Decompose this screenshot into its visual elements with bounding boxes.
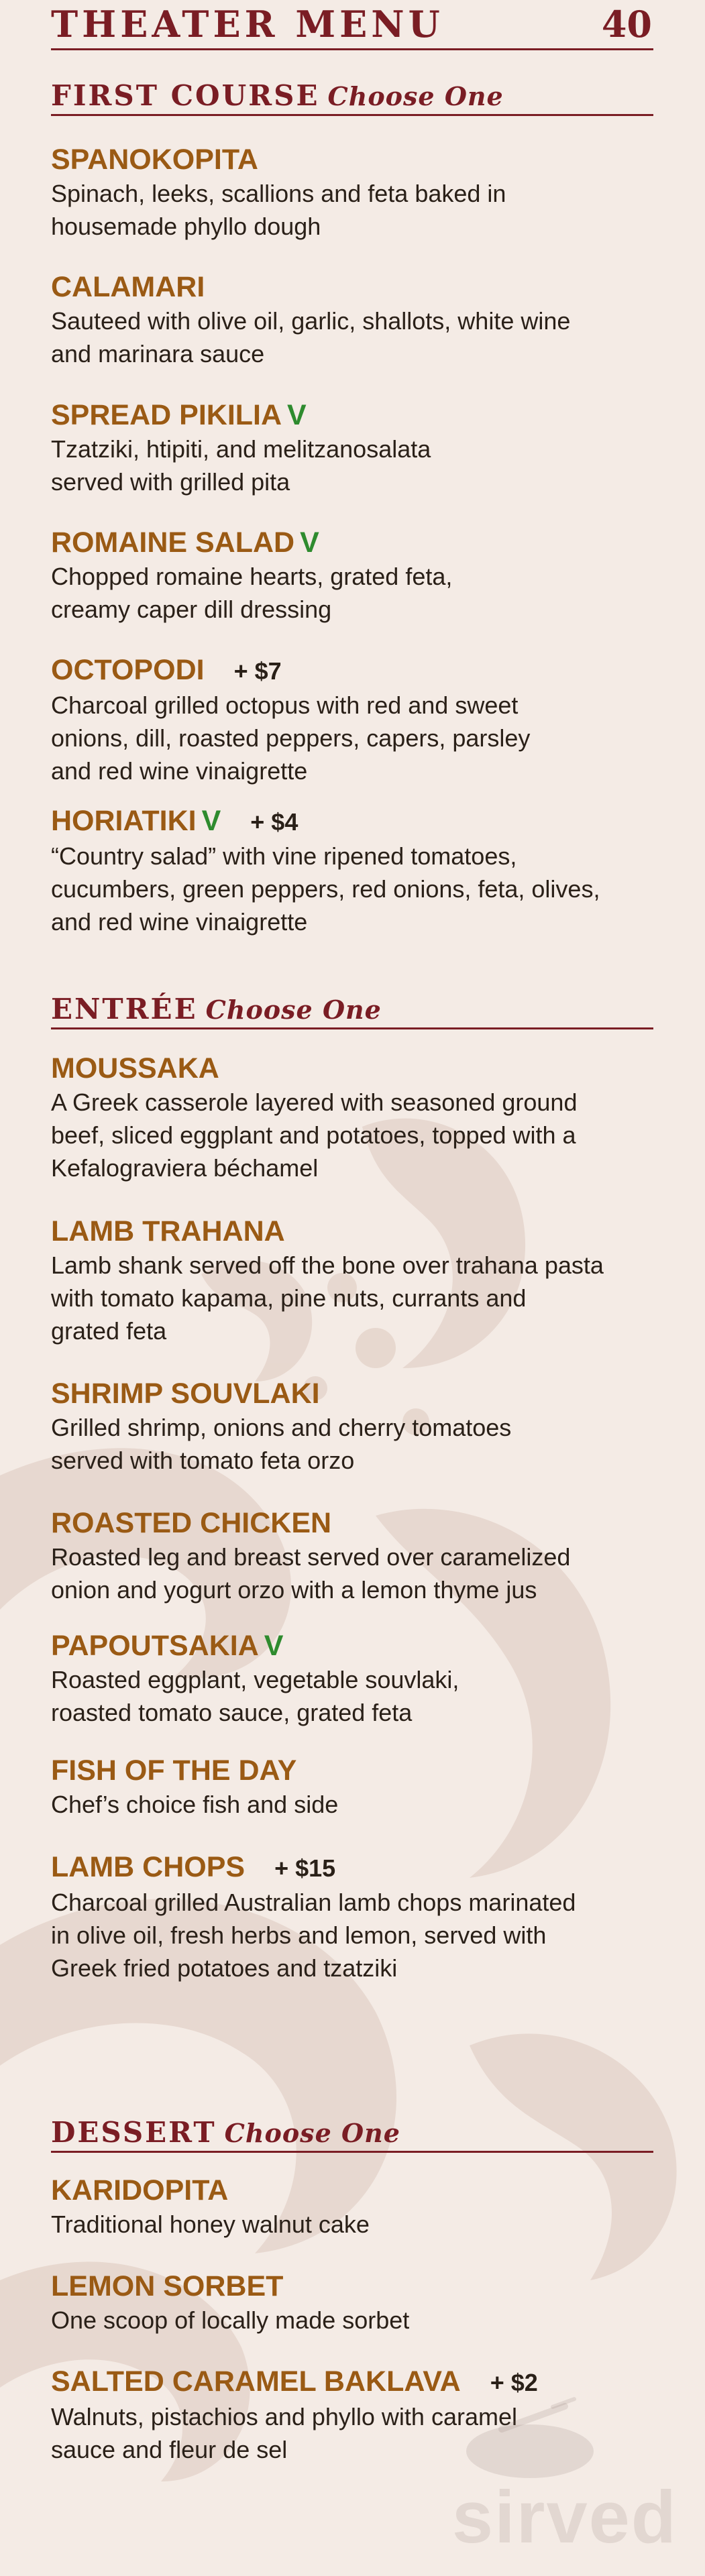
section-title-text: DESSERT [51, 2116, 217, 2149]
item-name [51, 398, 653, 433]
item-description: Spinach, leeks, scallions and feta baked in housemade phyllo dough [51, 180, 506, 240]
section-title [51, 2117, 400, 2149]
item-surcharge: + $4 [250, 808, 299, 836]
menu-item [51, 1376, 653, 1477]
menu-item [51, 1850, 653, 1984]
menu-item [51, 1628, 653, 1729]
item-name [51, 653, 653, 689]
section-entree [51, 993, 653, 1029]
menu-header [51, 0, 653, 50]
section-subtitle: Choose One [327, 81, 504, 111]
item-name [51, 1753, 653, 1788]
item-description: Tzatziki, htipiti, and melitzanosalata served with grilled pita [51, 435, 431, 496]
item-name-text: LEMON SORBET [51, 2270, 284, 2302]
item-name [51, 525, 653, 560]
menu-item [51, 803, 653, 938]
menu-item [51, 653, 653, 787]
item-description: Traditional honey walnut cake [51, 2210, 370, 2238]
menu-price: 40 [601, 3, 652, 46]
item-name-text: PAPOUTSAKIA [51, 1630, 259, 1662]
item-name-text: MOUSSAKA [51, 1052, 219, 1084]
item-name-text: LAMB CHOPS [51, 1851, 246, 1883]
vegetarian-badge: V [300, 526, 319, 559]
section-subtitle: Choose One [224, 2118, 400, 2148]
item-name-text: ROMAINE SALAD [51, 526, 295, 559]
item-surcharge: + $2 [490, 2369, 538, 2396]
section-header [51, 2116, 653, 2153]
menu-item [51, 2269, 653, 2337]
item-name-text: SHRIMP SOUVLAKI [51, 1378, 320, 1410]
item-description: Walnuts, pistachios and phyllo with caramel sauce and fleur de sel [51, 2403, 517, 2463]
item-name [51, 2269, 653, 2304]
item-name-text: SALTED CARAMEL BAKLAVA [51, 2365, 461, 2398]
section-title-text: ENTRÉE [51, 993, 198, 1025]
menu-item [51, 1753, 653, 1821]
item-description: Charcoal grilled Australian lamb chops marinated in olive oil, fresh herbs and lemon, served with Greek fried potatoes and tzatziki [51, 1889, 576, 1982]
menu-item [51, 1506, 653, 1606]
item-name [51, 1376, 653, 1411]
item-name-text: CALAMARI [51, 271, 205, 303]
vegetarian-badge: V [287, 399, 307, 431]
section-first-course [51, 79, 653, 116]
item-name [51, 1214, 653, 1249]
watermark [396, 2434, 677, 2559]
item-name [51, 142, 653, 177]
item-name-text: OCTOPODI [51, 654, 205, 686]
item-description: Lamb shank served off the bone over trahana pasta with tomato kapama, pine nuts, currants and grated feta [51, 1251, 604, 1345]
menu-item [51, 1051, 653, 1184]
menu-title: THEATER MENU [51, 3, 444, 46]
section-dessert [51, 2116, 653, 2153]
item-description: Sauteed with olive oil, garlic, shallots, white wine and marinara sauce [51, 307, 571, 368]
menu-item [51, 142, 653, 243]
section-subtitle: Choose One [205, 995, 382, 1025]
item-name-text: FISH OF THE DAY [51, 1754, 297, 1787]
item-name-text: SPREAD PIKILIA [51, 399, 282, 431]
vegetarian-badge: V [201, 805, 221, 837]
item-name-text: LAMB TRAHANA [51, 1215, 285, 1247]
item-description: Chef’s choice fish and side [51, 1791, 339, 1818]
item-description: “Country salad” with vine ripened tomatoes, cucumbers, green peppers, red onions, feta, olives, and red wine vinaigrette [51, 842, 600, 936]
item-description: Roasted eggplant, vegetable souvlaki, roasted tomato sauce, grated feta [51, 1666, 459, 1726]
item-name-text: HORIATIKI [51, 805, 197, 837]
section-header [51, 79, 653, 116]
item-surcharge: + $7 [233, 657, 282, 685]
item-description: One scoop of locally made sorbet [51, 2306, 410, 2334]
section-title [51, 80, 504, 113]
section-header [51, 993, 653, 1029]
watermark-text: sirved [451, 2476, 677, 2559]
fork-knife-icon [456, 2388, 604, 2481]
item-name [51, 2173, 653, 2208]
item-name [51, 270, 653, 304]
item-name [51, 1628, 653, 1663]
item-description: Grilled shrimp, onions and cherry tomatoes served with tomato feta orzo [51, 1414, 512, 1474]
item-surcharge: + $15 [274, 1854, 336, 1882]
menu-item [51, 1214, 653, 1347]
menu-item [51, 270, 653, 370]
menu-item [51, 398, 653, 498]
item-name [51, 1051, 653, 1086]
item-name-text: ROASTED CHICKEN [51, 1507, 332, 1539]
section-title [51, 993, 382, 1026]
item-name [51, 1506, 653, 1541]
vegetarian-badge: V [264, 1630, 284, 1662]
item-description: Chopped romaine hearts, grated feta, creamy caper dill dressing [51, 563, 453, 623]
menu-item [51, 2173, 653, 2241]
menu-item [51, 525, 653, 626]
item-description: A Greek casserole layered with seasoned ground beef, sliced eggplant and potatoes, topped with a Kefalograviera béchamel [51, 1088, 578, 1182]
item-description: Roasted leg and breast served over caramelized onion and yogurt orzo with a lemon thyme jus [51, 1543, 571, 1604]
item-name [51, 1850, 653, 1886]
item-description: Charcoal grilled octopus with red and sweet onions, dill, roasted peppers, capers, parsley and red wine vinaigrette [51, 691, 531, 785]
item-name [51, 803, 653, 840]
section-title-text: FIRST COURSE [51, 79, 320, 112]
item-name-text: KARIDOPITA [51, 2174, 229, 2206]
item-name-text: SPANOKOPITA [51, 144, 258, 176]
